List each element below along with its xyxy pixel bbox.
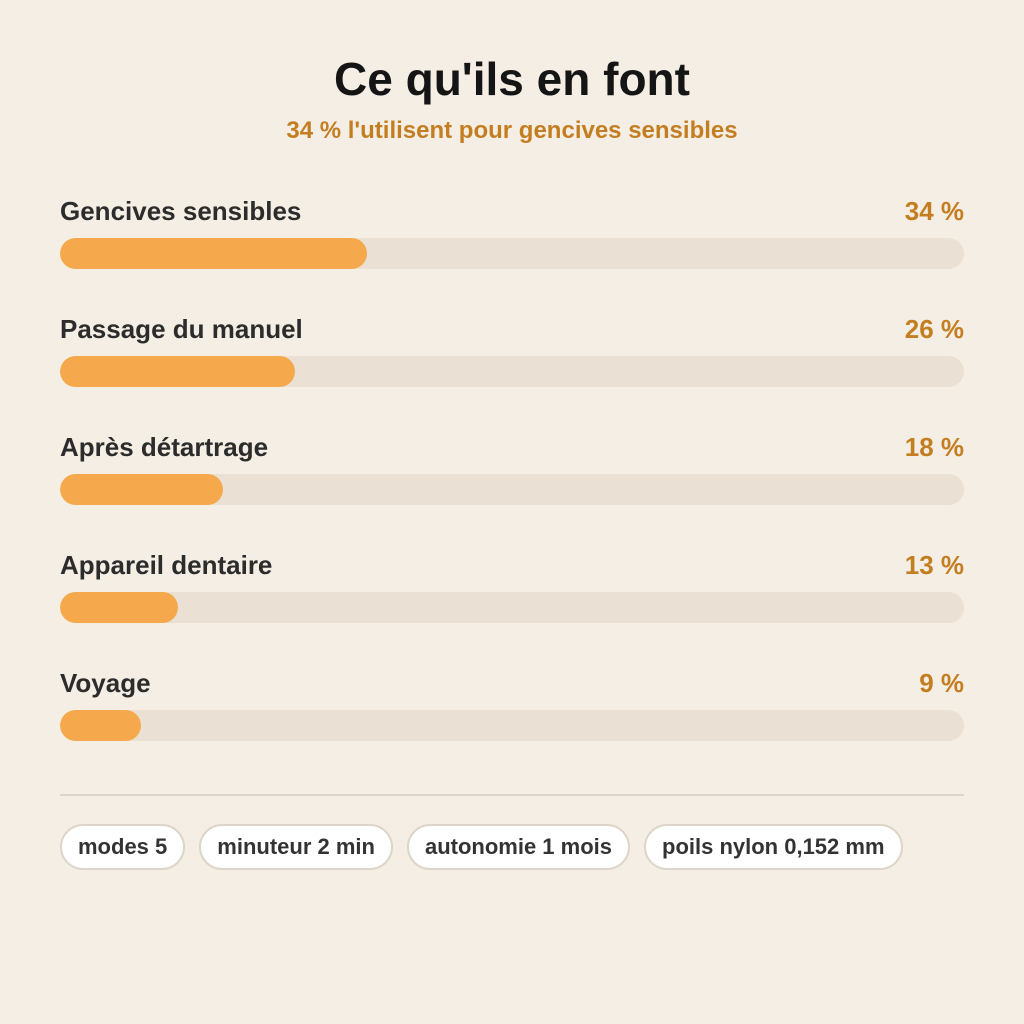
bar-label: Voyage: [60, 668, 151, 698]
bar-fill: [60, 356, 295, 387]
bar-label: Gencives sensibles: [60, 196, 302, 226]
bar-track: [60, 474, 964, 505]
feature-chip: minuteur 2 min: [199, 824, 393, 870]
bar-label: Appareil dentaire: [60, 550, 273, 580]
bar-track: [60, 710, 964, 741]
bar-row: [60, 544, 964, 662]
bar-track: [60, 356, 964, 387]
feature-chip: poils nylon 0,152 mm: [644, 824, 903, 870]
bar-fill: [60, 474, 223, 505]
bar-fill: [60, 710, 141, 741]
bar-value-label: 26 %: [904, 314, 964, 344]
chart-title: Ce qu'ils en font: [334, 53, 690, 105]
feature-chip: autonomie 1 mois: [407, 824, 630, 870]
bar-row: [60, 308, 964, 426]
bar-row: [60, 190, 964, 308]
bar-label: Passage du manuel: [60, 314, 303, 344]
bar-label: Après détartrage: [60, 432, 269, 462]
bar-list: [60, 190, 964, 780]
bar-track: [60, 592, 964, 623]
bar-value-label: 34 %: [904, 196, 964, 226]
feature-chip: modes 5: [60, 824, 185, 870]
feature-chip-list: [60, 824, 903, 870]
bar-row: [60, 426, 964, 544]
bar-value-label: 13 %: [904, 550, 964, 580]
bar-fill: [60, 238, 367, 269]
bar-row: [60, 662, 964, 780]
bar-fill: [60, 592, 178, 623]
bar-track: [60, 238, 964, 269]
bar-value-label: 18 %: [904, 432, 964, 462]
divider: [60, 794, 964, 796]
bar-value-label: 9 %: [919, 668, 964, 698]
chart-subtitle: 34 % l'utilisent pour gencives sensibles: [286, 117, 738, 144]
